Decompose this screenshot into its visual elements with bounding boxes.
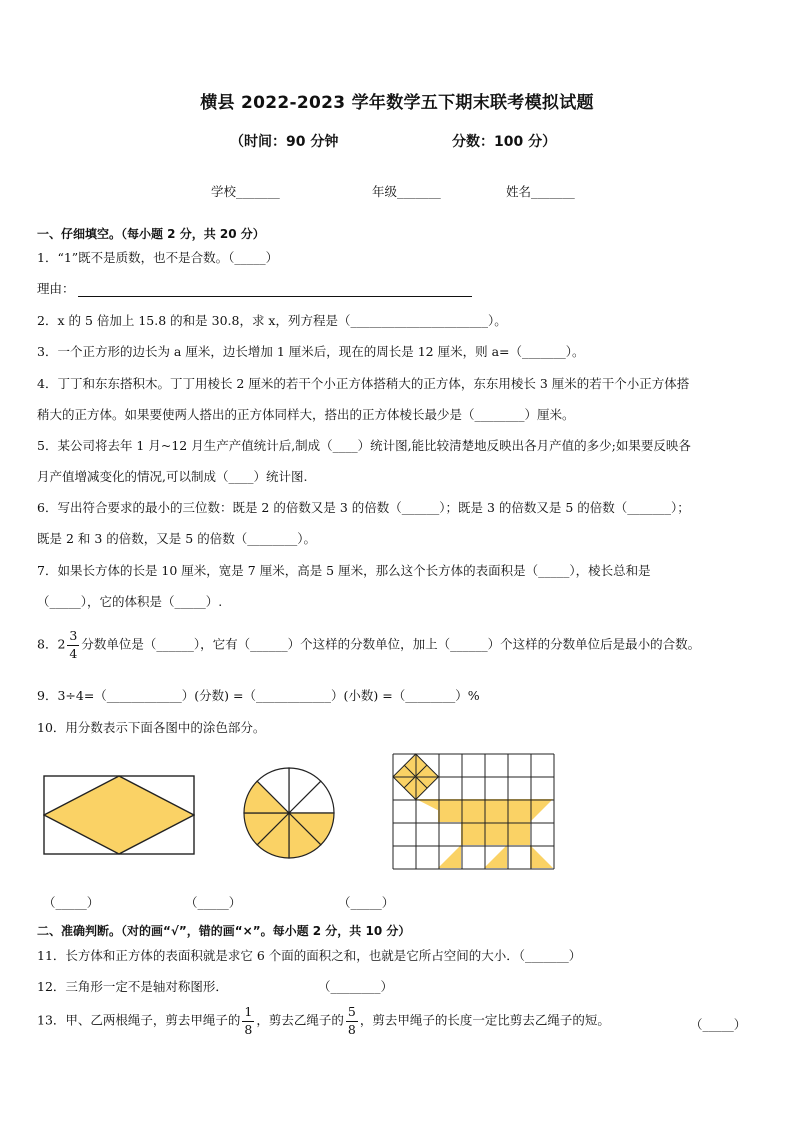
q13-fraction-1 bbox=[242, 1006, 254, 1036]
shaded-tail-triangle bbox=[530, 799, 553, 822]
shaded-leg-2 bbox=[484, 845, 507, 868]
question-9[interactable]: 9．3÷4=（____________）(分数) =（____________）(小数) =（________）% bbox=[37, 688, 480, 703]
q10-answer-3[interactable]: （_____） bbox=[338, 895, 395, 910]
question-5-line-2[interactable]: 月产值增减变化的情况,可以制成（____）统计图. bbox=[37, 469, 308, 484]
shaded-leg-1 bbox=[438, 845, 461, 868]
question-7-line-2[interactable]: （_____），它的体积是（_____）. bbox=[37, 594, 223, 609]
q8-rest: 分数单位是（______），它有（______）个这样的分数单位，加上（______）个这样的分数单位后是最小的合数。 bbox=[81, 636, 701, 652]
question-13 bbox=[37, 1006, 610, 1036]
q13-part-2: ，剪去乙绳子的 bbox=[256, 1012, 344, 1028]
question-1[interactable]: 1．“1”既不是质数，也不是合数。（_____） bbox=[37, 250, 279, 265]
grade-field[interactable]: 年级_______ bbox=[372, 184, 441, 199]
q13-fraction-2 bbox=[346, 1006, 358, 1036]
question-2[interactable]: 2．x 的 5 倍加上 15.8 的和是 30.8，求 x，列方程是（______________________）。 bbox=[37, 313, 507, 328]
q13-f1-den: 8 bbox=[244, 1021, 253, 1037]
q8-fraction bbox=[67, 630, 79, 660]
exam-time: （时间：90 分钟 bbox=[230, 134, 339, 150]
question-12-blank[interactable]: （________） bbox=[318, 979, 394, 994]
question-13-blank[interactable]: （_____） bbox=[690, 1017, 747, 1032]
question-1-reason-label: 理由： bbox=[37, 281, 75, 296]
question-5-line-1[interactable]: 5．某公司将去年 1 月~12 月生产产值统计后,制成（____）统计图,能比较清楚地反映出各月产值的多少;如果要反映各 bbox=[37, 438, 691, 453]
reason-answer-line[interactable] bbox=[78, 296, 472, 297]
shaded-top-body bbox=[438, 799, 530, 822]
question-3[interactable]: 3．一个正方形的边长为 a 厘米，边长增加 1 厘米后，现在的周长是 12 厘米，则 a=（_______）。 bbox=[37, 344, 585, 359]
figure-rhombus-in-rectangle bbox=[43, 775, 195, 855]
shaded-lower-body bbox=[461, 822, 530, 845]
question-7-line-1[interactable]: 7．如果长方体的长是 10 厘米，宽是 7 厘米，高是 5 厘米，那么这个长方体的表面积是（_____），棱长总和是 bbox=[37, 563, 651, 578]
question-4-line-2[interactable]: 稍大的正方体。如果要使两人搭出的正方体同样大，搭出的正方体棱长最少是（________）厘米。 bbox=[37, 407, 575, 422]
figure-circle-eighths bbox=[241, 765, 337, 861]
q8-fraction-num: 3 bbox=[67, 630, 79, 646]
shaded-leg-3 bbox=[530, 845, 553, 868]
q8-fraction-den: 4 bbox=[69, 645, 78, 661]
question-6-line-1[interactable]: 6．写出符合要求的最小的三位数：既是 2 的倍数又是 3 的倍数（______）；既是 3 的倍数又是 5 的倍数（_______）； bbox=[37, 500, 690, 515]
question-10: 10．用分数表示下面各图中的涂色部分。 bbox=[37, 720, 266, 735]
q13-f2-den: 8 bbox=[347, 1021, 356, 1037]
q8-prefix: 8．2 bbox=[37, 636, 66, 652]
q10-answer-2[interactable]: （_____） bbox=[185, 895, 242, 910]
exam-title: 横县 2022-2023 学年数学五下期末联考模拟试题 bbox=[200, 93, 594, 113]
question-6-line-2[interactable]: 既是 2 和 3 的倍数，又是 5 的倍数（________）。 bbox=[37, 531, 316, 546]
question-11[interactable]: 11．长方体和正方体的表面积就是求它 6 个面的面积之和，也就是它所占空间的大小．（_______） bbox=[37, 948, 582, 963]
question-4-line-1: 4．丁丁和东东搭积木。丁丁用棱长 2 厘米的若干个小正方体搭稍大的正方体，东东用棱长 3 厘米的若干个小正方体搭 bbox=[37, 376, 690, 391]
q10-answer-1[interactable]: （_____） bbox=[43, 895, 100, 910]
exam-score: 分数：100 分） bbox=[452, 134, 557, 150]
q13-part-3: ，剪去甲绳子的长度一定比剪去乙绳子的短。 bbox=[359, 1012, 610, 1028]
q13-part-1: 13．甲、乙两根绳子，剪去甲绳子的 bbox=[37, 1012, 241, 1028]
school-field[interactable]: 学校_______ bbox=[211, 184, 280, 199]
section-fill-blank-heading: 一、仔细填空。（每小题 2 分，共 20 分） bbox=[37, 227, 265, 241]
question-8[interactable] bbox=[37, 630, 700, 660]
name-field[interactable]: 姓名_______ bbox=[506, 184, 575, 199]
question-12: 12．三角形一定不是轴对称图形． bbox=[37, 979, 228, 994]
section-judge-heading: 二、准确判断。（对的画“√”，错的画“×”。每小题 2 分，共 10 分） bbox=[37, 924, 411, 938]
figure-grid-shape bbox=[392, 753, 558, 873]
q13-f2-num: 5 bbox=[346, 1006, 358, 1022]
q13-f1-num: 1 bbox=[242, 1006, 254, 1022]
